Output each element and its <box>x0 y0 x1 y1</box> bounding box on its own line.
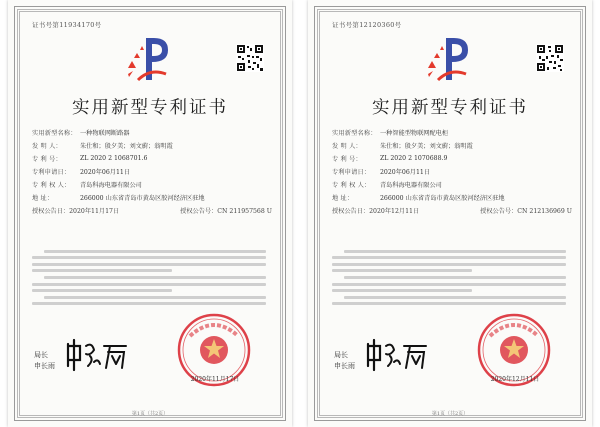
field-value: 青岛科海电器有限公司 <box>80 182 142 189</box>
field-utility-name <box>32 126 272 139</box>
field-value: ZL 2020 2 1070688.9 <box>380 155 448 162</box>
field-value: 青岛科海电器有限公司 <box>380 182 442 189</box>
field-label: 专 利 号： <box>32 156 62 163</box>
field-patent-number <box>332 152 572 165</box>
field-filing-date <box>32 165 272 178</box>
field-label: 专 利 号： <box>332 156 362 163</box>
certificate-body-text <box>332 246 566 309</box>
certificate-title: 实用新型专利证书 <box>72 98 228 118</box>
field-value: 266000 山东省青岛市黄岛区胶河经济区驻地 <box>380 195 505 202</box>
field-label: 专 利 权 人： <box>332 182 371 189</box>
field-label: 实用新型名称： <box>32 130 77 137</box>
field-inventor <box>332 139 572 152</box>
field-label: 专 利 权 人： <box>32 182 71 189</box>
field-label: 发 明 人： <box>332 143 362 150</box>
field-label: 地 址： <box>32 195 54 202</box>
field-patentee <box>332 178 572 191</box>
field-value: 一种智能型物联网配电柜 <box>380 130 449 137</box>
field-value: 一种物联网断路器 <box>80 130 130 137</box>
page-footer: 第1页（共2页） <box>131 411 169 417</box>
field-value: 朱仕和；殷夕美；刘文蔚；翁明霞 <box>80 143 173 150</box>
cnipa-emblem-icon <box>116 28 180 86</box>
field-value: 266000 山东省青岛市黄岛区胶河经济区驻地 <box>80 195 205 202</box>
qr-code-icon <box>236 44 264 72</box>
director-block <box>334 350 355 372</box>
field-address <box>32 191 272 204</box>
field-value: 2020年06月11日 <box>380 169 431 176</box>
field-label: 发 明 人： <box>32 143 62 150</box>
certificate-body-text <box>32 246 266 309</box>
director-title: 局长 <box>34 351 48 359</box>
field-label: 地 址： <box>332 195 354 202</box>
field-value: 2020年06月11日 <box>80 169 131 176</box>
field-patentee <box>32 178 272 191</box>
certificate-fields <box>32 126 272 217</box>
field-address <box>332 191 572 204</box>
grant-number: 授权公告号：CN 211957568 U <box>180 208 272 215</box>
field-label: 专利申请日： <box>332 169 371 176</box>
certificate-right <box>308 0 592 427</box>
field-label: 专利申请日： <box>32 169 71 176</box>
handwritten-signature <box>364 338 430 372</box>
cnipa-emblem-icon <box>416 28 480 86</box>
director-block <box>34 350 55 372</box>
field-grant <box>32 204 272 217</box>
qr-code-icon <box>536 44 564 72</box>
director-title: 局长 <box>334 351 348 359</box>
page-footer: 第1页（共2页） <box>431 411 469 417</box>
field-label: 实用新型名称： <box>332 130 377 137</box>
certificate-number: 证书号第12120360号 <box>332 21 402 29</box>
handwritten-signature <box>64 338 130 372</box>
certificate-number: 证书号第11934170号 <box>32 21 102 29</box>
director-name: 申长雨 <box>34 362 55 370</box>
certificate-title: 实用新型专利证书 <box>372 98 528 118</box>
field-patent-number <box>32 152 272 165</box>
field-inventor <box>32 139 272 152</box>
director-name: 申长雨 <box>334 362 355 370</box>
certificate-fields <box>332 126 572 217</box>
grant-number: 授权公告号：CN 212136969 U <box>480 208 572 215</box>
field-grant <box>332 204 572 217</box>
grant-date: 授权公告日：2020年12月11日 <box>332 208 420 215</box>
field-filing-date <box>332 165 572 178</box>
seal-date: 2020年12月11日 <box>490 376 540 383</box>
field-value: ZL 2020 2 1068701.6 <box>80 155 148 162</box>
field-utility-name <box>332 126 572 139</box>
certificate-left <box>8 0 292 427</box>
grant-date: 授权公告日：2020年11月17日 <box>32 208 120 215</box>
seal-date: 2020年11月17日 <box>190 376 240 383</box>
field-value: 朱仕和；殷夕美；刘文蔚；翁明霞 <box>380 143 473 150</box>
